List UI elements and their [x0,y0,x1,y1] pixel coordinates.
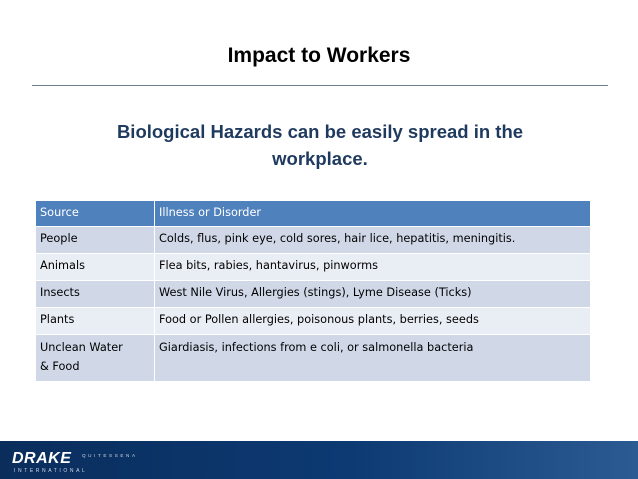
source-cell: People [36,227,155,254]
subtitle-line-2: workplace. [272,148,368,169]
illness-cell: Food or Pollen allergies, poisonous plants, berries, seeds [155,308,591,335]
source-line-2: & Food [40,360,80,373]
source-cell [36,335,155,382]
illness-cell: West Nile Virus, Allergies (stings), Lyme Disease (Ticks) [155,281,591,308]
drake-logo: DRAKE [12,450,72,467]
table-row [36,281,591,308]
logo-subtitle: INTERNATIONAL [14,468,88,474]
table-header-row [36,201,591,227]
illness-cell: Flea bits, rabies, hantavirus, pinworms [155,254,591,281]
source-cell: Insects [36,281,155,308]
title-divider [32,85,608,86]
footer-bar [0,441,638,479]
table-row [36,227,591,254]
table-row [36,335,591,382]
slide-subtitle [60,118,580,172]
hazards-table [36,201,591,382]
illness-cell: Giardiasis, infections from e coli, or salmonella bacteria [155,335,591,382]
logo-tagline: QUITESSENA [82,453,138,458]
header-illness: Illness or Disorder [155,201,591,227]
source-cell: Plants [36,308,155,335]
subtitle-line-1: Biological Hazards can be easily spread in the [116,121,524,142]
header-source: Source [36,201,155,227]
table-row [36,308,591,335]
table-row [36,254,591,281]
source-cell: Animals [36,254,155,281]
source-line-1: Unclean Water [40,341,123,354]
slide-title: Impact to Workers [227,44,411,67]
illness-cell: Colds, flus, pink eye, cold sores, hair lice, hepatitis, meningitis. [155,227,591,254]
